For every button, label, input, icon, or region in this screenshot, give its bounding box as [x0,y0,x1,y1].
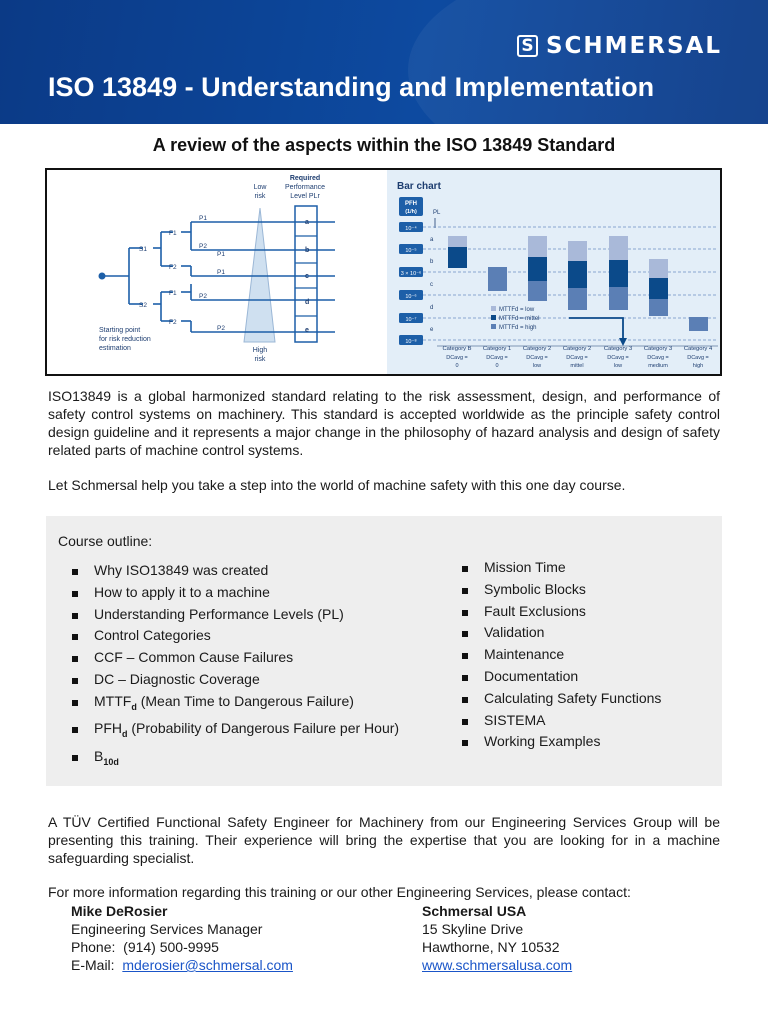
level-b: b [305,247,310,254]
performance-label: Performance [284,184,326,191]
bullet-icon [72,727,78,733]
contact-person [71,902,293,974]
bullet-icon [462,566,468,572]
p2-label-b: P2 [199,293,207,300]
list-item-text: How to apply it to a machine [94,583,270,600]
dc-prefix-5: DCavg = [647,355,669,361]
list-item [72,604,399,626]
risk-graph [47,170,387,374]
list-item-text: SISTEMA [484,711,546,728]
f1-bottom-label: F1 [169,290,177,297]
list-item [72,560,399,582]
cat-label-3: Category 2 [562,346,592,352]
bar-legend [491,306,496,329]
f2-top-label: F2 [169,264,177,271]
list-item [462,644,661,666]
dc-prefix-1: DCavg = [486,355,508,361]
pointer-arrow [569,318,623,342]
legend-low: MTTFd = low [499,307,535,313]
bullet-icon [72,755,78,761]
bar-cat4 [689,317,708,331]
legend-mittel: MTTFd = mittel [499,316,540,322]
pointer-arrow-head [619,338,627,346]
bar-cat3a-mid [609,260,628,287]
p1-label-c: P1 [217,269,225,276]
bar-cat2a-low [528,236,547,257]
pfh-main: PFH [94,720,122,737]
dc-value-4: low [613,363,623,369]
p1-label-b: P1 [217,251,225,258]
email-label: E-Mail: [71,957,115,973]
contact-email-row [71,956,293,974]
dc-prefix-0: DCavg = [446,355,468,361]
bar-cat1 [488,267,507,291]
list-item-text: Fault Exclusions [484,602,586,619]
bar-cat3b-low [649,259,668,278]
bar-cat3b-mid [649,278,668,299]
list-item [462,710,661,732]
contact-intro: For more information regarding this training or our other Engineering Services, please contact: [48,884,631,900]
dc-value-2: low [532,363,542,369]
list-item-b10d [72,746,399,774]
low-risk-line1: Low [253,184,267,191]
logo-mark-icon: S [517,35,538,57]
list-item [72,669,399,691]
presenter-paragraph: A TÜV Certified Functional Safety Engineer for Machinery from our Engineering Services Group will be presenting this training. Their experience will bring the expertise that you are looking for in a machine safeguarding specialist. [48,814,720,866]
pl-letter-a: a [430,237,434,243]
bar-cat2a-mid [528,257,547,281]
bar-cat2a-high [528,281,547,301]
bullet-icon [462,719,468,725]
cat-label-2: Category 2 [522,346,552,352]
bullet-icon [462,697,468,703]
cat-label-6: Category 4 [683,346,713,352]
pl-axis-label: PL [433,210,441,216]
company-street: 15 Skyline Drive [422,921,524,937]
p2-label-c: P2 [217,325,225,332]
cat-label-1: Category 1 [482,346,512,352]
bullet-icon [72,613,78,619]
list-item-pfh [72,718,399,746]
pfh-tick-4: 10⁻⁷ [405,317,417,323]
level-a: a [305,219,309,226]
company-info [422,902,572,974]
list-item-text: Why ISO13849 was created [94,562,269,578]
bullet-icon [462,610,468,616]
list-item [462,731,661,753]
pl-letter-e: e [430,327,434,333]
pfh-tick-3: 10⁻⁶ [405,294,417,300]
email-link[interactable]: mderosier@schmersal.com [122,957,293,973]
bullet-icon [72,591,78,597]
bar-chart-title: Bar chart [397,181,441,192]
f2-bottom-label: F2 [169,319,177,326]
bullet-icon [72,700,78,706]
mttf-sub: d [131,701,137,712]
course-list-left [72,560,399,774]
bullet-icon [72,569,78,575]
s2-label: S2 [139,302,147,309]
high-risk-line1: High [252,347,268,354]
start-line3: estimation [99,345,131,352]
p2-label-a: P2 [199,243,207,250]
start-line1: Starting point [99,327,141,334]
low-risk-line2: risk [254,193,266,200]
f1-top-label: F1 [169,230,177,237]
bullet-icon [72,634,78,640]
list-item [462,622,661,644]
list-item-text: Working Examples [484,733,601,750]
bullet-icon [462,675,468,681]
pfh-rest: (Probability of Dangerous Failure per Hour) [127,720,400,737]
list-item [462,601,661,623]
list-item-text: Calculating Safety Functions [484,689,662,706]
bar-cat2b-high [568,288,587,310]
mttf-rest: (Mean Time to Dangerous Failure) [136,692,354,709]
header-swoosh [408,0,768,124]
list-item-mttf [72,691,399,719]
phone-label: Phone: [71,939,116,955]
page-title: ISO 13849 - Understanding and Implementation [48,72,655,102]
bar-cat3a-low [609,236,628,260]
required-label: Required [289,175,321,182]
iso-figure [45,168,722,376]
pfh-tick-0: 10⁻⁴ [405,226,417,232]
invite-paragraph: Let Schmersal help you take a step into the world of machine safety with this one day course. [48,477,626,493]
start-line2: for risk reduction [99,336,151,343]
list-item-text: Maintenance [484,646,565,663]
level-label: Level PLr [290,193,320,200]
legend-high: MTTFd = high [499,325,537,331]
list-item [462,688,661,710]
course-list-right [462,557,661,753]
dc-value-0: 0 [455,363,459,369]
logo-text: SCHMERSAL [545,33,722,59]
pfh-tick-1: 10⁻⁵ [405,248,417,254]
bullet-icon [462,653,468,659]
dc-value-3: mittel [570,363,584,369]
list-item-text: Control Categories [94,627,211,644]
level-c: c [305,273,309,280]
dc-value-6: high [692,363,704,369]
course-outline-title: Course outline: [58,533,153,549]
bullet-icon [72,678,78,684]
pl-letter-d: d [430,305,434,311]
bullet-icon [72,656,78,662]
b10-sub: 10d [103,756,119,767]
bar-cat2b-mid [568,261,587,288]
bars [448,236,708,331]
website-link[interactable]: www.schmersalusa.com [422,957,573,973]
pfh-unit: (1/h) [405,209,417,215]
bar-cat3a-high [609,287,628,310]
level-e: e [305,327,309,334]
pfh-tick-2: 3 × 10⁻⁶ [400,271,422,277]
high-risk-line2: risk [254,356,266,363]
contact-name: Mike DeRosier [71,903,168,919]
pfh-tick-5: 10⁻⁸ [405,339,417,345]
mttf-main: MTTF [94,692,132,709]
pfh-bar-chart [387,170,720,374]
dc-prefix-2: DCavg = [526,355,548,361]
risk-triangle [244,208,275,342]
bullet-icon [462,588,468,594]
list-item [72,625,399,647]
bar-catb-mid [448,247,467,268]
dc-value-1: 0 [495,363,499,369]
page-subtitle: A review of the aspects within the ISO 13849 Standard [152,135,616,155]
contact-title: Engineering Services Manager [71,921,263,937]
pfh-label: PFH [405,201,417,207]
level-d: d [305,299,310,306]
course-outline-box [46,516,722,786]
list-item-text: Validation [484,624,545,641]
list-item [72,582,399,604]
cat-label-5: Category 3 [643,346,673,352]
list-item-text: DC – Diagnostic Coverage [94,670,260,687]
cat-label-0: Category B [442,346,472,352]
contact-phone-row [71,938,293,956]
cat-label-4: Category 3 [603,346,633,352]
list-item [462,579,661,601]
pfh-tick-boxes [399,222,423,345]
dc-prefix-6: DCavg = [687,355,709,361]
header-banner [0,0,768,124]
bullet-icon [462,631,468,637]
list-item [462,666,661,688]
schmersal-logo [517,33,722,59]
list-item-text: Documentation [484,667,579,684]
company-name: Schmersal USA [422,903,527,919]
bullet-icon [462,740,468,746]
phone-number: (914) 500-9995 [123,939,219,955]
list-item-text: Mission Time [484,559,566,575]
list-item [72,647,399,669]
list-item-text: Understanding Performance Levels (PL) [94,605,344,622]
pl-letter-c: c [430,282,433,288]
dc-prefix-4: DCavg = [607,355,629,361]
list-item-text: CCF – Common Cause Failures [94,649,294,666]
dc-prefix-3: DCavg = [566,355,588,361]
company-city: Hawthorne, NY 10532 [422,939,560,955]
bar-cat2b-low [568,241,587,261]
list-item [462,557,661,579]
s1-label: S1 [139,246,147,253]
list-item-text: Symbolic Blocks [484,580,586,597]
bar-cat3b-high [649,299,668,316]
p1-label-a: P1 [199,215,207,222]
intro-paragraph: ISO13849 is a global harmonized standard relating to the risk assessment, design, and performance of safety control systems on machinery. This standard is accepted worldwide as the principle safety control design guideline and it represents a major change in the philosophy of hazard analysis and design of safety related parts of machine control systems. [48,388,720,458]
bar-catb-low [448,236,467,247]
dc-value-5: medium [648,363,668,369]
b10-main: B [94,747,104,764]
pfh-sub: d [122,729,128,740]
start-point [99,273,106,280]
pl-letter-b: b [430,259,434,265]
